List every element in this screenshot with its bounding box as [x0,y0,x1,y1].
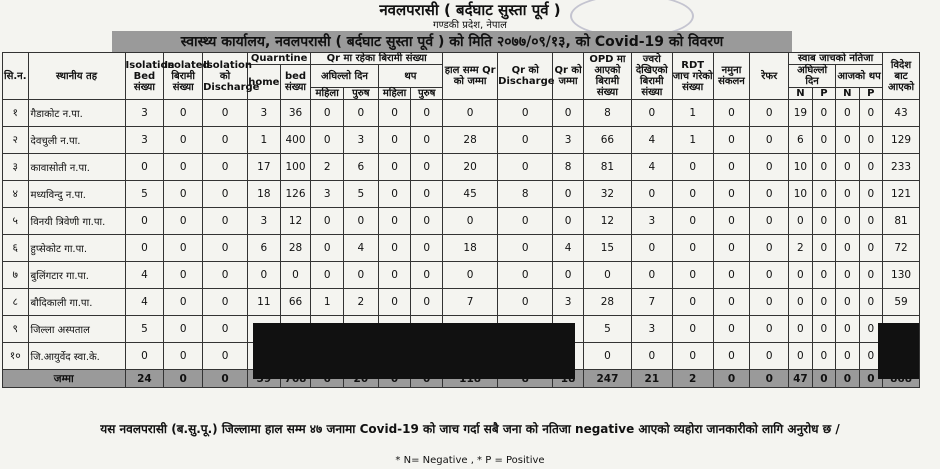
row-local-body: जिल्ला अस्पताल [28,316,125,343]
table-cell: 0 [750,289,789,316]
table-cell: 0 [672,208,713,235]
col-prev-day: अघिल्लो दिन [311,65,378,88]
table-cell: 0 [498,289,553,316]
table-cell: 0 [378,262,411,289]
row-sn: ६ [3,235,29,262]
table-cell: 0 [631,343,672,370]
table-cell: 0 [672,316,713,343]
table-cell: 0 [498,208,553,235]
table-cell: 0 [203,154,248,181]
table-cell: 0 [164,100,203,127]
row-sn: २ [3,127,29,154]
table-cell: 0 [411,100,443,127]
row-local-body: हुप्सेकोट गा.पा. [28,235,125,262]
table-row [3,100,920,127]
table-cell: 2 [311,154,344,181]
table-cell: 0 [750,208,789,235]
total-cell: 47 [789,370,812,388]
table-cell: 0 [859,343,883,370]
table-cell: 3 [311,181,344,208]
table-cell: 72 [883,235,920,262]
table-cell: 3 [248,208,281,235]
table-cell: 15 [583,235,631,262]
table-cell: 4 [631,154,672,181]
table-cell: 36 [280,100,311,127]
table-cell: 0 [672,262,713,289]
table-cell: 0 [812,100,835,127]
table-cell: 1 [672,100,713,127]
table-cell: 0 [672,289,713,316]
table-cell: 6 [789,127,812,154]
table-row [3,289,920,316]
table-cell: 7 [443,289,498,316]
table-cell: 0 [203,181,248,208]
table-cell: 0 [203,100,248,127]
col-swab-group: स्वाब जाचको नतिजा [789,53,883,65]
table-cell: 129 [883,127,920,154]
table-cell: 0 [750,181,789,208]
table-cell: 0 [672,235,713,262]
table-cell: 0 [164,262,203,289]
table-cell: 4 [344,235,379,262]
table-cell: 0 [836,100,859,127]
table-cell: 233 [883,154,920,181]
table-cell: 0 [836,154,859,181]
table-cell: 0 [836,316,859,343]
total-cell: 0 [836,370,859,388]
table-cell: 0 [203,316,248,343]
row-local-body: विनयी त्रिवेणी गा.पा. [28,208,125,235]
table-cell: 0 [713,262,750,289]
table-cell: 0 [713,343,750,370]
table-cell: 2 [789,235,812,262]
table-cell: 0 [203,208,248,235]
row-sn: १० [3,343,29,370]
table-cell: 0 [713,154,750,181]
table-cell: 0 [750,262,789,289]
table-cell: 0 [164,343,203,370]
table-cell: 0 [812,289,835,316]
col-opd: OPD मा आएको बिरामी संख्या [583,53,631,100]
table-cell: 1 [311,289,344,316]
table-cell: 0 [836,262,859,289]
table-cell: 28 [280,235,311,262]
table-cell: 0 [553,208,584,235]
table-cell: 0 [311,127,344,154]
table-cell: 0 [378,154,411,181]
col-swab-today: आजको थप [836,65,883,88]
table-cell: 0 [812,208,835,235]
table-cell: 18 [248,181,281,208]
table-cell: 3 [125,127,164,154]
table-cell: 3 [248,100,281,127]
table-cell: 0 [411,154,443,181]
col-male-add: पुरुष [411,88,443,100]
table-cell: 32 [583,181,631,208]
col-n-today: N [836,88,859,100]
table-cell: 2 [344,289,379,316]
table-cell: 0 [125,343,164,370]
table-cell: 0 [164,181,203,208]
table-cell: 0 [164,235,203,262]
total-cell: 0 [750,370,789,388]
table-cell: 43 [883,100,920,127]
table-cell: 0 [631,262,672,289]
col-male-prev: पुरुष [344,88,379,100]
row-local-body: मध्यविन्दु न.पा. [28,181,125,208]
col-home: home [248,65,281,100]
table-cell: 0 [859,154,883,181]
table-cell: 45 [443,181,498,208]
table-cell: 0 [203,235,248,262]
table-cell: 0 [344,262,379,289]
col-sample: नमुना संकलन [713,53,750,100]
table-cell: 400 [280,127,311,154]
col-female-add: महिला [378,88,411,100]
table-cell: 0 [498,127,553,154]
table-cell: 0 [498,235,553,262]
col-p-today: P [859,88,883,100]
table-cell: 0 [164,316,203,343]
table-cell: 0 [311,100,344,127]
table-cell: 130 [883,262,920,289]
table-cell: 0 [713,289,750,316]
table-cell: 0 [631,181,672,208]
table-cell: 0 [203,289,248,316]
table-cell: 0 [859,127,883,154]
col-p-prev: P [812,88,835,100]
table-cell: 0 [812,154,835,181]
table-cell: 0 [583,262,631,289]
table-cell: 81 [583,154,631,181]
table-cell: 0 [750,316,789,343]
total-cell: 0 [812,370,835,388]
table-cell: 100 [280,154,311,181]
total-cell: 2 [672,370,713,388]
row-local-body: जि.आयुर्वेद स्वा.के. [28,343,125,370]
total-cell: 247 [583,370,631,388]
table-row [3,235,920,262]
table-cell: 0 [789,289,812,316]
table-cell: 0 [713,316,750,343]
table-cell: 0 [836,343,859,370]
col-iso-patients: Isolated बिरामी संख्या [164,53,203,100]
table-cell: 8 [498,181,553,208]
table-cell: 0 [713,127,750,154]
table-row [3,127,920,154]
table-cell: 0 [859,100,883,127]
report-title: स्वास्थ्य कार्यालय, नवलपरासी ( बर्दघाट सुस्ता पूर्व ) को मिति २०७७/०९/१३, को Covid-19 को विवरण [112,31,792,53]
table-cell: 0 [378,127,411,154]
table-cell: 0 [812,262,835,289]
table-cell: 0 [812,316,835,343]
col-female-prev: महिला [311,88,344,100]
table-cell: 0 [498,262,553,289]
table-cell: 0 [859,235,883,262]
row-local-body: बुलिंगटार गा.पा. [28,262,125,289]
report-note: यस नवलपरासी (ब.सु.पू.) जिल्लामा हाल सम्म ४७ जनामा Covid-19 को जाच गर्दा सबै जना को नतिजा negative आएको व्यहोरा जानकारीको लागि अनुरोध छ / [100,422,840,436]
row-sn: ४ [3,181,29,208]
row-sn: ३ [3,154,29,181]
table-cell: 0 [498,154,553,181]
table-cell: 0 [859,262,883,289]
table-cell: 5 [125,316,164,343]
table-cell: 0 [713,208,750,235]
table-cell: 0 [411,262,443,289]
table-cell: 0 [750,343,789,370]
col-iso-bed: Isolation Bed संख्या [125,53,164,100]
legend-text: * N= Negative , * P = Positive [395,455,545,466]
row-sn: ५ [3,208,29,235]
row-sn: ८ [3,289,29,316]
col-fever: ज्वरो देखिएको बिरामी संख्या [631,53,672,100]
table-cell: 0 [631,100,672,127]
row-sn: ९ [3,316,29,343]
table-cell: 18 [443,235,498,262]
table-cell: 0 [750,100,789,127]
table-cell: 3 [553,127,584,154]
table-cell: 17 [248,154,281,181]
table-cell: 0 [203,262,248,289]
table-cell: 0 [498,100,553,127]
table-cell: 0 [750,154,789,181]
table-cell: 0 [344,208,379,235]
province-name: गण्डकी प्रदेश, नेपाल [433,20,507,31]
table-cell: 0 [125,235,164,262]
table-cell: 5 [344,181,379,208]
table-cell: 126 [280,181,311,208]
col-refer: रेफर [750,53,789,100]
table-cell: 0 [553,100,584,127]
table-cell: 0 [378,100,411,127]
table-cell: 0 [411,127,443,154]
table-cell: 0 [378,181,411,208]
table-cell: 0 [836,208,859,235]
row-sn: ७ [3,262,29,289]
col-rdt: RDT जाच गरेको संख्या [672,53,713,100]
total-cell: 21 [631,370,672,388]
table-cell: 0 [443,208,498,235]
table-cell: 0 [311,262,344,289]
table-cell: 1 [672,127,713,154]
col-n-prev: N [789,88,812,100]
table-cell: 0 [125,154,164,181]
table-cell: 0 [378,208,411,235]
table-cell: 3 [553,289,584,316]
table-cell: 28 [443,127,498,154]
table-row [3,181,920,208]
table-cell: 28 [583,289,631,316]
table-cell: 0 [859,208,883,235]
table-cell: 0 [411,289,443,316]
row-local-body: बौदिकाली गा.पा. [28,289,125,316]
table-cell: 81 [883,208,920,235]
total-cell: 0 [859,370,883,388]
col-foreign: विदेश बाट आएको [883,53,920,100]
table-cell: 3 [125,100,164,127]
office-name: नवलपरासी ( बर्दघाट सुस्ता पूर्व ) [379,1,561,19]
table-cell: 0 [125,208,164,235]
col-bed: bed संख्या [280,65,311,100]
total-cell: 24 [125,370,164,388]
table-cell: 0 [553,181,584,208]
table-cell: 0 [672,154,713,181]
table-cell: 0 [713,181,750,208]
table-row [3,208,920,235]
table-cell: 0 [443,262,498,289]
table-cell: 0 [812,127,835,154]
table-cell: 0 [248,262,281,289]
table-cell: 0 [836,235,859,262]
table-cell: 0 [443,100,498,127]
table-cell: 0 [713,235,750,262]
col-add: थप [378,65,442,88]
table-row [3,154,920,181]
col-iso-discharge: Isolation को Discharge [203,53,248,100]
table-cell: 0 [583,343,631,370]
redaction-block [878,323,919,379]
table-cell: 0 [812,181,835,208]
table-cell: 0 [812,235,835,262]
row-local-body: गैडाकोट न.पा. [28,100,125,127]
table-cell: 0 [859,316,883,343]
table-cell: 20 [443,154,498,181]
col-quarantine: Quarntine [248,53,311,65]
table-cell: 0 [553,262,584,289]
col-qr-total: Qr को जम्मा [553,53,584,100]
table-cell: 8 [583,100,631,127]
table-cell: 0 [631,235,672,262]
table-cell: 0 [280,262,311,289]
table-cell: 0 [672,343,713,370]
table-cell: 11 [248,289,281,316]
table-cell: 0 [789,343,812,370]
table-cell: 0 [750,235,789,262]
table-cell: 8 [553,154,584,181]
table-cell: 12 [280,208,311,235]
total-cell: 0 [203,370,248,388]
table-cell: 66 [280,289,311,316]
table-cell: 4 [125,262,164,289]
table-cell: 0 [344,100,379,127]
table-cell: 0 [411,235,443,262]
table-cell: 0 [859,181,883,208]
col-swab-prev: अघिल्लो दिन [789,65,836,88]
table-cell: 0 [164,289,203,316]
table-cell: 5 [125,181,164,208]
table-cell: 0 [203,127,248,154]
redaction-block [253,323,575,379]
table-cell: 12 [583,208,631,235]
total-cell: 0 [713,370,750,388]
row-local-body: देवचुली न.पा. [28,127,125,154]
table-cell: 0 [836,181,859,208]
col-local: स्थानीय तह [28,53,125,100]
table-cell: 6 [344,154,379,181]
table-cell: 0 [789,262,812,289]
table-cell: 0 [713,100,750,127]
table-cell: 0 [812,343,835,370]
total-label: जम्मा [3,370,126,388]
row-local-body: कावासोती न.पा. [28,154,125,181]
col-sn: सि.न. [3,53,29,100]
table-cell: 6 [248,235,281,262]
table-cell: 0 [411,181,443,208]
table-cell: 66 [583,127,631,154]
table-cell: 0 [672,181,713,208]
table-cell: 0 [836,289,859,316]
table-cell: 4 [631,127,672,154]
table-cell: 0 [164,127,203,154]
table-cell: 3 [344,127,379,154]
table-cell: 19 [789,100,812,127]
table-cell: 3 [631,316,672,343]
table-cell: 0 [164,208,203,235]
table-cell: 1 [248,127,281,154]
table-cell: 10 [789,181,812,208]
table-cell: 121 [883,181,920,208]
table-cell: 0 [789,208,812,235]
table-cell: 0 [311,208,344,235]
table-cell: 0 [750,127,789,154]
table-cell: 0 [378,235,411,262]
table-cell: 0 [164,154,203,181]
table-cell: 7 [631,289,672,316]
col-qr-discharge: Qr को Discharge [498,53,553,100]
table-row [3,262,920,289]
table-cell: 0 [859,289,883,316]
table-cell: 3 [631,208,672,235]
table-cell: 0 [411,208,443,235]
table-cell: 10 [789,154,812,181]
table-cell: 59 [883,289,920,316]
table-cell: 0 [311,235,344,262]
total-cell: 0 [164,370,203,388]
table-cell: 0 [378,289,411,316]
table-cell: 4 [553,235,584,262]
table-cell: 0 [836,127,859,154]
table-cell: 0 [789,316,812,343]
row-sn: १ [3,100,29,127]
table-cell: 5 [583,316,631,343]
col-till-now: हाल सम्म Qr को जम्मा [443,53,498,100]
col-qr-group: Qr मा रहेका बिरामी संख्या [311,53,443,65]
table-cell: 4 [125,289,164,316]
table-cell: 0 [203,343,248,370]
